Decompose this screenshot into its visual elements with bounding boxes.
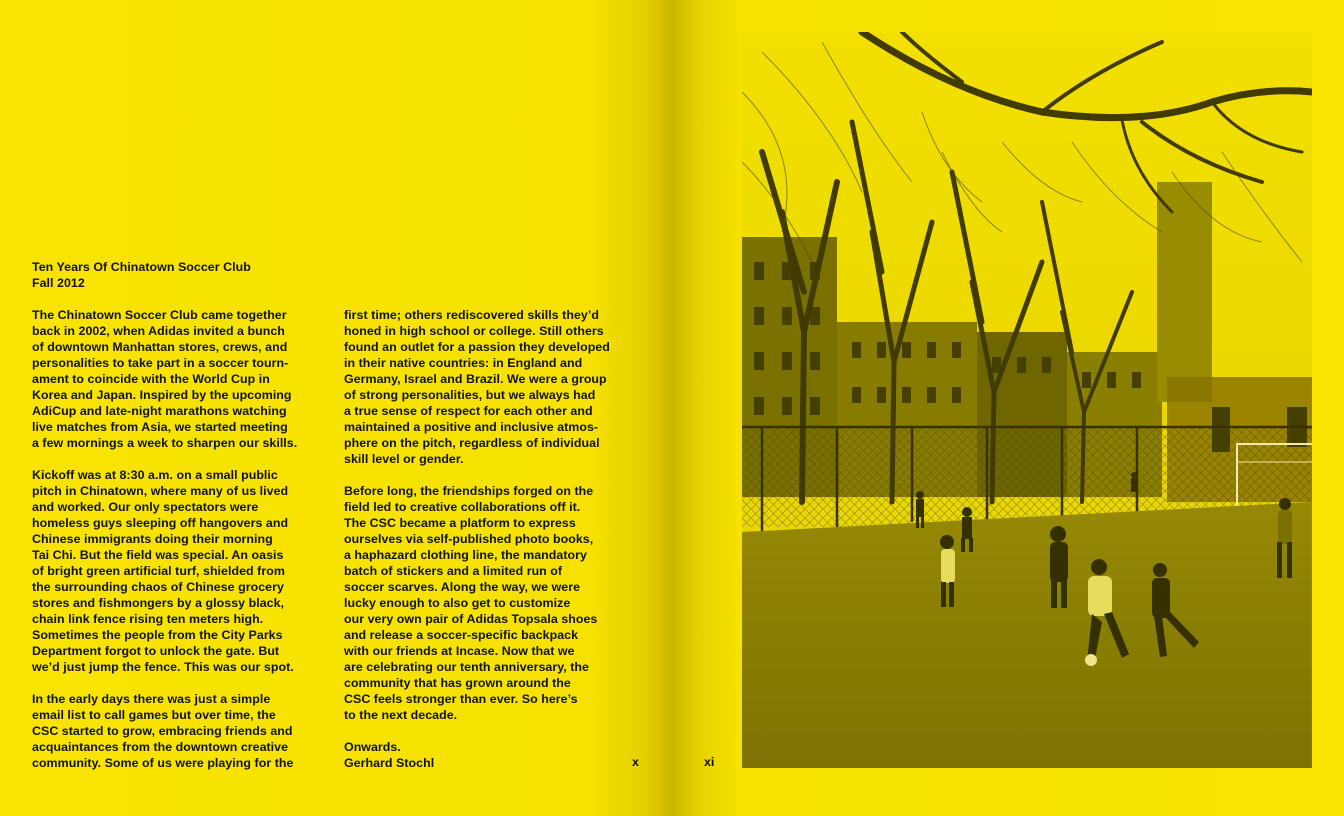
paragraph [32, 467, 332, 675]
text-line: pitch in Chinatown, where many of us lived [32, 484, 289, 498]
page-number-left: x [632, 755, 639, 769]
text-line: Gerhard Stochl [344, 756, 435, 770]
article-title: Ten Years Of Chinatown Soccer Club [32, 260, 251, 274]
text-column-2 [344, 307, 644, 787]
text-line: are celebrating our tenth anniversary, the [344, 660, 589, 674]
text-line: email list to call games but over time, the [32, 708, 276, 722]
text-line: personalities to take part in a soccer tourn- [32, 356, 289, 370]
article-header [32, 259, 332, 291]
article-date: Fall 2012 [32, 276, 85, 290]
text-line: CSC feels stronger than ever. So here’s [344, 692, 578, 706]
text-line: Sometimes the people from the City Parks [32, 628, 283, 642]
text-line: soccer scarves. Along the way, we were [344, 580, 581, 594]
text-line: Before long, the friendships forged on the [344, 484, 594, 498]
text-line: a few mornings a week to sharpen our skills. [32, 436, 298, 450]
text-line: CSC started to grow, embracing friends and [32, 724, 293, 738]
text-line: found an outlet for a passion they developed [344, 340, 610, 354]
text-line: and worked. Our only spectators were [32, 500, 259, 514]
text-line: Kickoff was at 8:30 a.m. on a small public [32, 468, 278, 482]
text-line: ament to coincide with the World Cup in [32, 372, 270, 386]
text-line: Germany, Israel and Brazil. We were a group [344, 372, 607, 386]
paragraph [32, 691, 332, 771]
paragraph [32, 307, 332, 451]
text-line: Tai Chi. But the field was special. An oasis [32, 548, 284, 562]
text-line: a true sense of respect for each other and [344, 404, 593, 418]
text-line: honed in high school or college. Still others [344, 324, 604, 338]
text-column-1 [32, 307, 332, 787]
text-line: phere on the pitch, regardless of individual [344, 436, 600, 450]
text-line: back in 2002, when Adidas invited a bunch [32, 324, 285, 338]
text-line: of downtown Manhattan stores, crews, and [32, 340, 288, 354]
text-line: live matches from Asia, we started meeting [32, 420, 288, 434]
text-line: homeless guys sleeping off hangovers and [32, 516, 289, 530]
text-line: maintained a positive and inclusive atmos- [344, 420, 599, 434]
text-line: our very own pair of Adidas Topsala shoes [344, 612, 598, 626]
text-line: community that has grown around the [344, 676, 571, 690]
text-line: AdiCup and late-night marathons watching [32, 404, 287, 418]
text-line: to the next decade. [344, 708, 458, 722]
text-line: with our friends at Incase. Now that we [344, 644, 575, 658]
text-line: lucky enough to also get to customize [344, 596, 571, 610]
text-line: of bright green artificial turf, shielded from [32, 564, 285, 578]
text-line: chain link fence rising ten meters high. [32, 612, 264, 626]
text-line: The CSC became a platform to express [344, 516, 576, 530]
text-line: Korea and Japan. Inspired by the upcoming [32, 388, 292, 402]
soccer-field-photo [742, 32, 1312, 768]
text-line: we’d just jump the fence. This was our spot. [32, 660, 294, 674]
page-number-right: xi [704, 755, 715, 769]
text-line: The Chinatown Soccer Club came together [32, 308, 287, 322]
text-line: ourselves via self-published photo books, [344, 532, 594, 546]
text-line: first time; others rediscovered skills they’d [344, 308, 599, 322]
paragraph [344, 307, 644, 467]
text-line: Onwards. [344, 740, 401, 754]
text-line: batch of stickers and a limited run of [344, 564, 563, 578]
photo-illustration [742, 32, 1312, 768]
paragraph [344, 739, 644, 771]
text-line: a haphazard clothing line, the mandatory [344, 548, 587, 562]
text-line: Department forgot to unlock the gate. But [32, 644, 280, 658]
text-line: field led to creative collaborations off it. [344, 500, 581, 514]
text-line: In the early days there was just a simple [32, 692, 271, 706]
text-line: acquaintances from the downtown creative [32, 740, 289, 754]
text-line: community. Some of us were playing for the [32, 756, 294, 770]
text-line: of strong personalities, but we always had [344, 388, 596, 402]
text-line: stores and fishmongers by a glossy black, [32, 596, 285, 610]
paragraph [344, 483, 644, 723]
text-line: skill level or gender. [344, 452, 464, 466]
text-line: Chinese immigrants doing their morning [32, 532, 273, 546]
text-line: in their native countries: in England and [344, 356, 583, 370]
text-line: the surrounding chaos of Chinese grocery [32, 580, 284, 594]
text-line: and release a soccer-specific backpack [344, 628, 579, 642]
